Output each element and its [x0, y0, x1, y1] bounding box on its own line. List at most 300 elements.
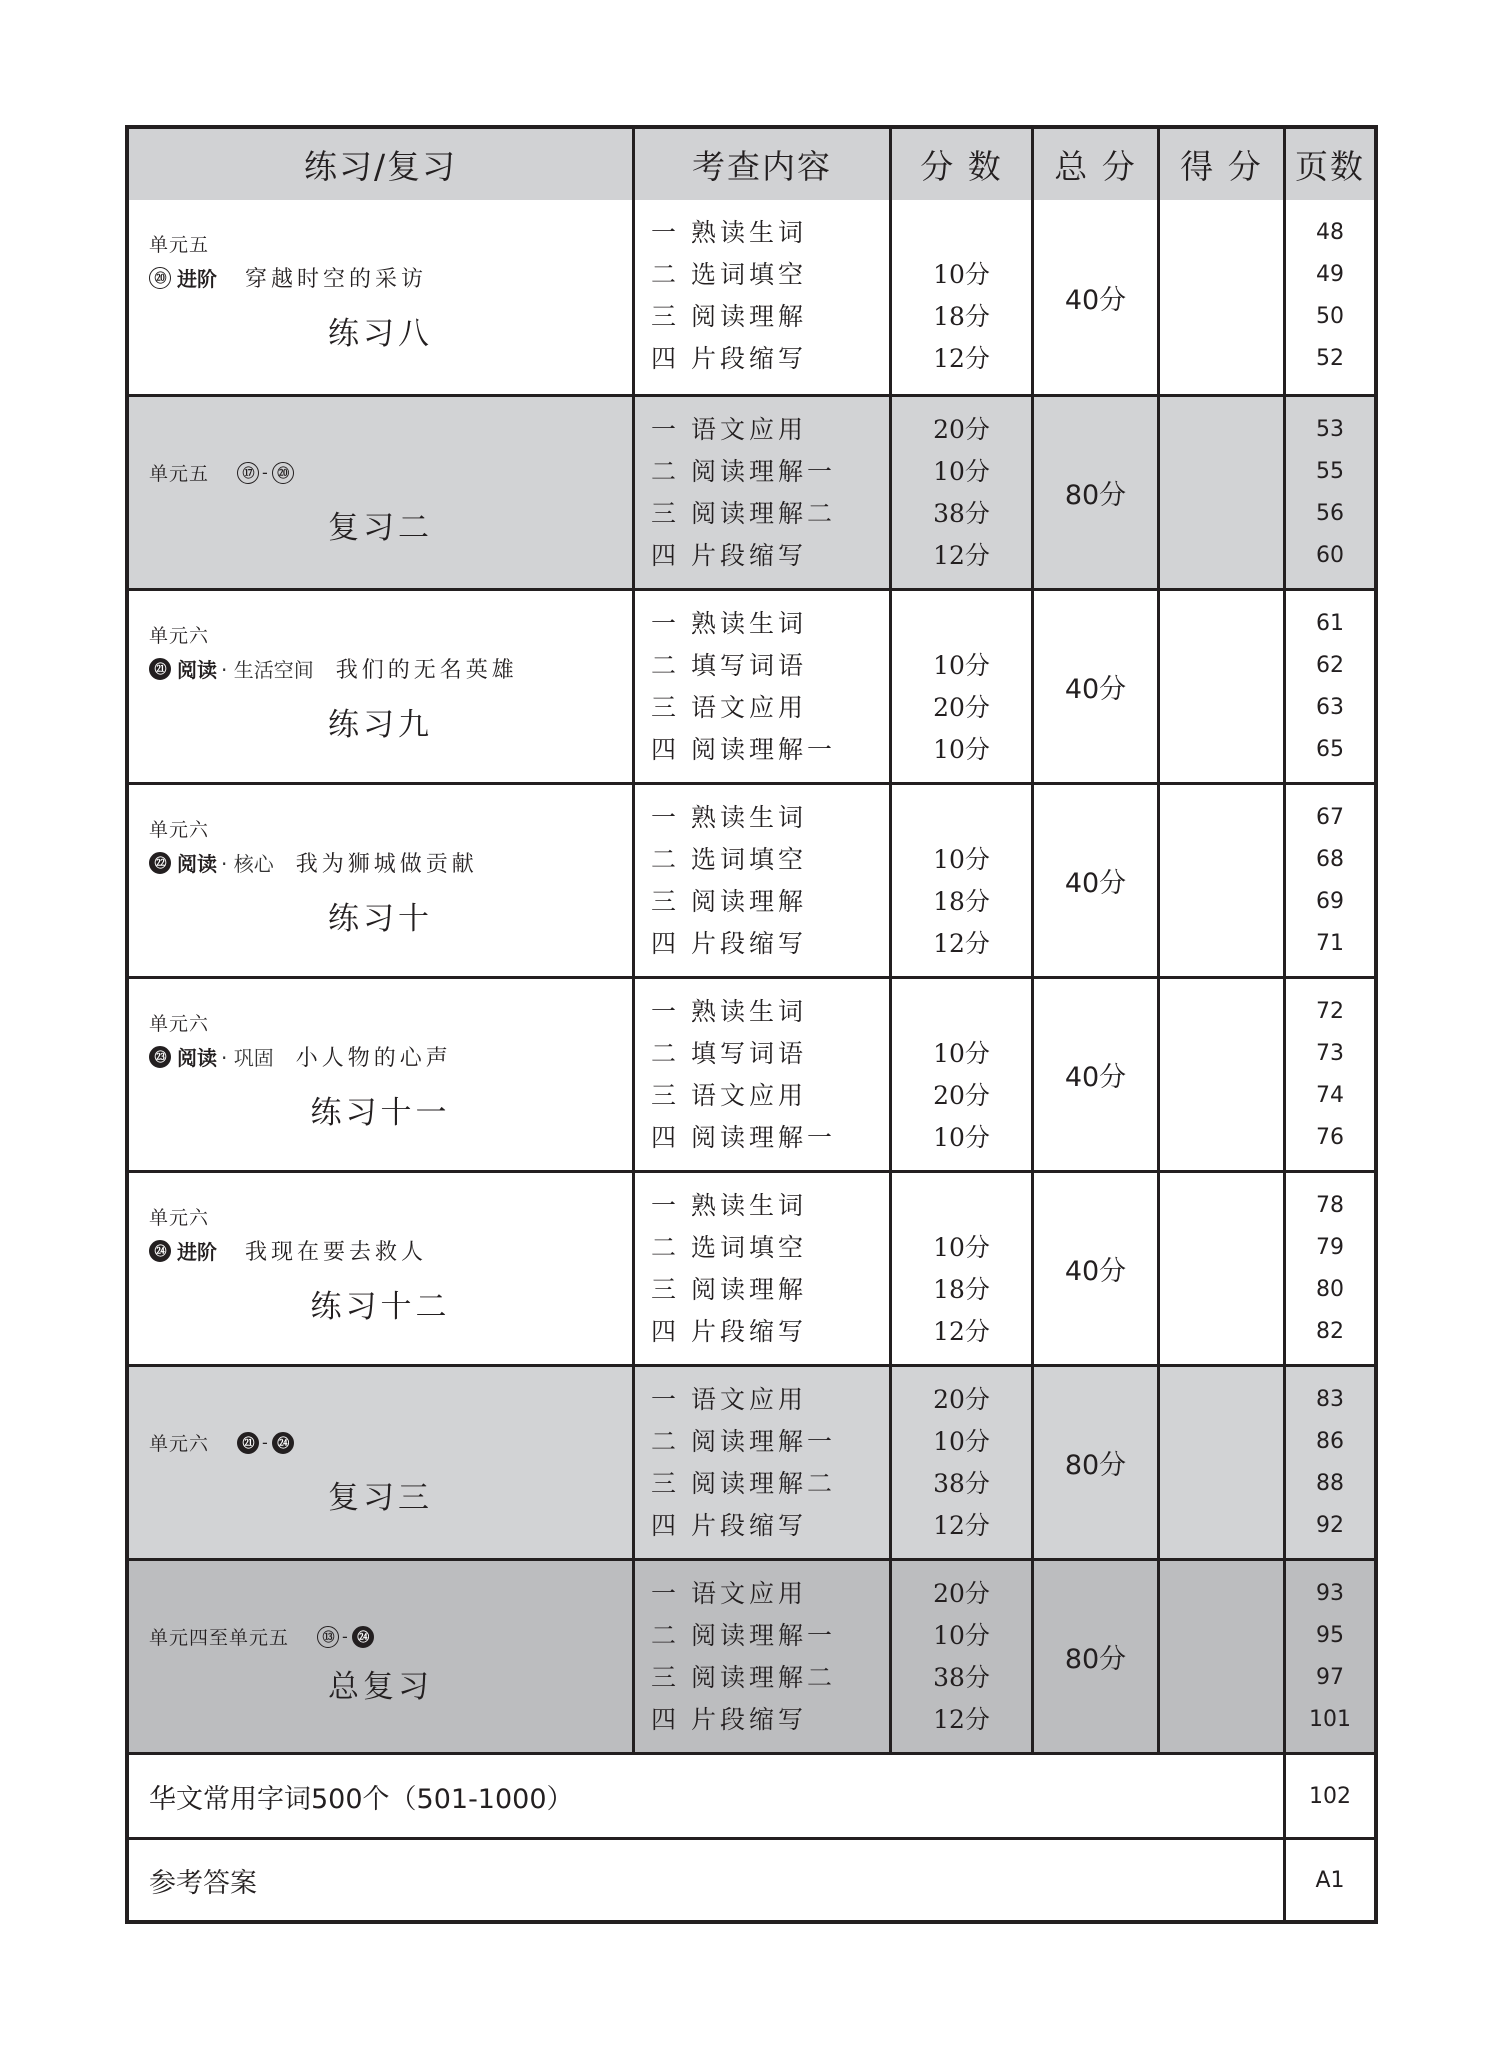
content-item — [651, 839, 807, 881]
page-number[interactable]: 86 — [1316, 1429, 1344, 1454]
page-number[interactable]: 72 — [1316, 999, 1344, 1024]
content-item-text: 熟读生词 — [691, 218, 808, 247]
content-item-number: 三 — [651, 302, 681, 331]
content-list — [651, 212, 807, 380]
content-item-text: 语文应用 — [691, 1081, 808, 1110]
content-item-number: 三 — [651, 1663, 681, 1692]
total-cell — [1031, 1367, 1157, 1558]
range-start-badge: ⑬ — [317, 1626, 339, 1648]
content-item-number: 一 — [651, 609, 681, 638]
total-cell — [1031, 1173, 1157, 1364]
exercise-cell — [129, 979, 632, 1170]
exercise-cell — [129, 397, 632, 588]
content-item-number: 四 — [651, 929, 681, 958]
content-item-text: 片段缩写 — [691, 1317, 808, 1346]
score-cell — [889, 1173, 1031, 1364]
pages-cell — [1283, 785, 1374, 976]
exercise-cell — [129, 1561, 632, 1752]
lesson-title: 我现在要去救人 — [245, 1240, 428, 1265]
content-item — [651, 1463, 836, 1505]
content-item-text: 片段缩写 — [691, 541, 808, 570]
unit-label: 单元六 — [149, 1013, 210, 1035]
footer-vocab-label[interactable]: 华文常用字词500个（501-1000） — [149, 1783, 574, 1815]
range-dash: - — [342, 1627, 349, 1646]
content-item — [651, 991, 836, 1033]
content-item — [651, 603, 836, 645]
content-item — [651, 923, 807, 965]
header-score: 分 数 — [889, 129, 1031, 200]
content-cell — [632, 979, 889, 1170]
page-list — [1286, 603, 1374, 771]
content-list — [651, 1573, 836, 1741]
lesson-tag: 进阶 — [177, 1240, 217, 1264]
page-number[interactable]: 73 — [1316, 1041, 1344, 1066]
content-item-number: 二 — [651, 1427, 681, 1456]
content-item-text: 语文应用 — [691, 693, 808, 722]
header-pages: 页数 — [1283, 129, 1374, 200]
lesson-range — [237, 1432, 294, 1454]
lesson-line — [149, 1235, 427, 1266]
unit-range-line — [149, 1429, 294, 1456]
footer-row-vocab[interactable] — [129, 1752, 1374, 1837]
content-item-number: 二 — [651, 845, 681, 874]
page-number[interactable]: 79 — [1316, 1235, 1344, 1260]
review-name[interactable]: 复习二 — [328, 510, 433, 546]
content-item-text: 填写词语 — [691, 651, 808, 680]
page-number[interactable]: 83 — [1316, 1387, 1344, 1412]
score-cell — [889, 1367, 1031, 1558]
lesson-number-badge: ㉒ — [149, 852, 171, 874]
score-value: 10分 — [933, 1427, 990, 1456]
content-item — [651, 1311, 807, 1353]
content-item-number: 四 — [651, 1317, 681, 1346]
range-start-badge: ㉑ — [237, 1432, 259, 1454]
content-item-text: 阅读理解二 — [691, 1663, 837, 1692]
table-row[interactable] — [129, 1364, 1374, 1558]
page-number[interactable]: 88 — [1316, 1471, 1344, 1496]
lesson-range — [317, 1626, 374, 1648]
total-score: 80分 — [1064, 1450, 1127, 1481]
unit-label: 单元四至单元五 — [149, 1627, 290, 1649]
footer-vocab-page: 102 — [1283, 1755, 1374, 1837]
score-value: 12分 — [933, 1705, 990, 1734]
content-item-number: 四 — [651, 735, 681, 764]
content-item — [651, 1117, 836, 1159]
content-list — [651, 1185, 807, 1353]
total-cell — [1031, 591, 1157, 782]
unit-label: 单元六 — [149, 625, 210, 647]
content-item-number: 三 — [651, 1469, 681, 1498]
content-item — [651, 881, 807, 923]
page-number[interactable]: 49 — [1316, 262, 1344, 287]
page-number[interactable]: 92 — [1316, 1513, 1344, 1538]
score-value: 20分 — [933, 415, 990, 444]
score-value: 38分 — [933, 499, 990, 528]
total-score: 40分 — [1064, 868, 1127, 899]
score-list — [892, 797, 1031, 965]
page-number[interactable]: 69 — [1316, 889, 1344, 914]
content-item-number: 三 — [651, 1275, 681, 1304]
content-item-number: 一 — [651, 1385, 681, 1414]
score-value — [892, 797, 1031, 839]
content-item — [651, 1615, 836, 1657]
content-item-number: 四 — [651, 344, 681, 373]
score-value: 20分 — [933, 1385, 990, 1414]
content-item-number: 二 — [651, 651, 681, 680]
score-value: 10分 — [933, 735, 990, 764]
range-end-badge: ㉔ — [352, 1626, 374, 1648]
content-item-number: 三 — [651, 1081, 681, 1110]
page-number[interactable]: 50 — [1316, 304, 1344, 329]
table-row[interactable] — [129, 588, 1374, 782]
content-cell — [632, 591, 889, 782]
total-score: 40分 — [1064, 674, 1127, 705]
content-list — [651, 797, 807, 965]
unit-label: 单元六 — [149, 1433, 210, 1455]
content-item-number: 四 — [651, 1511, 681, 1540]
earned-score-cell[interactable] — [1157, 200, 1283, 394]
exercise-name[interactable]: 练习十一 — [310, 1095, 451, 1131]
lesson-line — [149, 653, 518, 684]
lesson-number-badge: ㉔ — [149, 1240, 171, 1262]
content-item-text: 语文应用 — [691, 1579, 808, 1608]
score-value — [892, 991, 1031, 1033]
page-number[interactable]: 82 — [1316, 1319, 1344, 1344]
exercise-cell — [129, 591, 632, 782]
page-list — [1286, 1379, 1374, 1547]
content-item-text: 阅读理解二 — [691, 499, 837, 528]
content-item — [651, 797, 807, 839]
lesson-number-badge: ⑳ — [149, 267, 171, 289]
unit-label: 单元六 — [149, 819, 210, 841]
lesson-number-badge: ㉑ — [149, 658, 171, 680]
content-item — [651, 493, 836, 535]
page-number[interactable]: 52 — [1316, 346, 1344, 371]
page-number[interactable]: 95 — [1316, 1623, 1344, 1648]
content-item-text: 选词填空 — [691, 260, 808, 289]
page-number[interactable]: 48 — [1316, 220, 1344, 245]
pages-cell — [1283, 591, 1374, 782]
lesson-tag: 进阶 — [177, 267, 217, 291]
score-value: 20分 — [933, 1081, 990, 1110]
exercise-cell — [129, 1367, 632, 1558]
unit-range-line — [149, 459, 294, 486]
review-name[interactable]: 总复习 — [328, 1669, 433, 1705]
score-cell — [889, 397, 1031, 588]
content-cell — [632, 1561, 889, 1752]
lesson-line — [149, 262, 427, 293]
page-number[interactable]: 61 — [1316, 611, 1344, 636]
exercise-name[interactable]: 练习十 — [328, 901, 433, 937]
content-item — [651, 1573, 836, 1615]
unit-label: 单元五 — [149, 234, 210, 256]
pages-cell — [1283, 1173, 1374, 1364]
header-exercise: 练习/复习 — [303, 147, 458, 186]
score-value: 38分 — [933, 1663, 990, 1692]
content-item — [651, 1657, 836, 1699]
score-cell — [889, 979, 1031, 1170]
content-item — [651, 212, 807, 254]
score-cell — [889, 785, 1031, 976]
lesson-number-badge: ㉓ — [149, 1046, 171, 1068]
score-value: 10分 — [933, 1621, 990, 1650]
page-number[interactable]: 101 — [1309, 1707, 1351, 1732]
unit-range-line — [149, 1623, 374, 1650]
exercise-cell — [129, 1173, 632, 1364]
content-item-number: 四 — [651, 1705, 681, 1734]
table-header — [129, 129, 1374, 200]
content-item-number: 三 — [651, 887, 681, 916]
lesson-subcategory: · 巩固 — [221, 1046, 274, 1070]
review-name[interactable]: 复习三 — [328, 1480, 433, 1516]
page-number[interactable]: 93 — [1316, 1581, 1344, 1606]
table-row[interactable] — [129, 976, 1374, 1170]
lesson-tag: 阅读 — [177, 1046, 217, 1070]
content-item-number: 一 — [651, 803, 681, 832]
score-value: 12分 — [933, 541, 990, 570]
lesson-line — [149, 1041, 452, 1072]
content-item-text: 片段缩写 — [691, 344, 808, 373]
content-item-text: 阅读理解 — [691, 887, 808, 916]
header-content: 考查内容 — [632, 129, 889, 200]
content-item-number: 四 — [651, 1123, 681, 1152]
score-value: 10分 — [933, 845, 990, 874]
content-item-text: 片段缩写 — [691, 1511, 808, 1540]
score-value: 18分 — [933, 1275, 990, 1304]
total-cell — [1031, 979, 1157, 1170]
total-score: 40分 — [1064, 1256, 1127, 1287]
content-item-number: 一 — [651, 997, 681, 1026]
page-number[interactable]: 63 — [1316, 695, 1344, 720]
content-item — [651, 254, 807, 296]
content-item-text: 阅读理解二 — [691, 1469, 837, 1498]
page-number[interactable]: 97 — [1316, 1665, 1344, 1690]
content-item-text: 熟读生词 — [691, 803, 808, 832]
score-value: 38分 — [933, 1469, 990, 1498]
lesson-line — [149, 847, 478, 878]
content-list — [651, 991, 836, 1159]
exercise-cell — [129, 785, 632, 976]
content-item-text: 阅读理解一 — [691, 735, 837, 764]
content-item-number: 二 — [651, 1621, 681, 1650]
content-item-number: 三 — [651, 693, 681, 722]
header-total: 总 分 — [1031, 129, 1157, 200]
page-list — [1286, 991, 1374, 1159]
content-item-text: 阅读理解 — [691, 1275, 808, 1304]
score-value: 10分 — [933, 1233, 990, 1262]
content-cell — [632, 200, 889, 394]
lesson-tag: 阅读 — [177, 852, 217, 876]
content-item-text: 语文应用 — [691, 1385, 808, 1414]
table-of-contents — [125, 125, 1378, 1924]
score-value — [892, 603, 1031, 645]
lesson-title: 小人物的心声 — [295, 1046, 452, 1071]
content-item-number: 一 — [651, 1191, 681, 1220]
score-value: 18分 — [933, 302, 990, 331]
lesson-subcategory: · 生活空间 — [221, 658, 314, 682]
content-item — [651, 1075, 836, 1117]
page-list — [1286, 409, 1374, 577]
content-item-number: 二 — [651, 457, 681, 486]
content-item — [651, 338, 807, 380]
table-row[interactable] — [129, 1558, 1374, 1752]
content-item — [651, 1421, 836, 1463]
total-score: 80分 — [1064, 1644, 1127, 1675]
score-value: 10分 — [933, 1123, 990, 1152]
content-item — [651, 296, 807, 338]
content-item — [651, 729, 836, 771]
content-cell — [632, 1173, 889, 1364]
content-item-text: 熟读生词 — [691, 609, 808, 638]
content-cell — [632, 1367, 889, 1558]
total-score: 80分 — [1064, 480, 1127, 511]
page-list — [1286, 797, 1374, 965]
lesson-title: 穿越时空的采访 — [245, 267, 428, 292]
score-value: 10分 — [933, 1039, 990, 1068]
content-item — [651, 451, 836, 493]
score-value: 12分 — [933, 929, 990, 958]
lesson-tag: 阅读 — [177, 658, 217, 682]
range-dash: - — [262, 463, 269, 482]
pages-cell — [1283, 1561, 1374, 1752]
content-item-text: 阅读理解一 — [691, 1427, 837, 1456]
score-list — [892, 212, 1031, 380]
page-number[interactable]: 55 — [1316, 459, 1344, 484]
content-item — [651, 1227, 807, 1269]
page-number[interactable]: 71 — [1316, 931, 1344, 956]
exercise-name[interactable]: 练习九 — [328, 707, 433, 743]
score-list — [892, 991, 1031, 1159]
earned-score-cell[interactable] — [1157, 1561, 1283, 1752]
page-number[interactable]: 60 — [1316, 543, 1344, 568]
table-row[interactable] — [129, 1170, 1374, 1364]
table-row[interactable] — [129, 394, 1374, 588]
content-item-text: 选词填空 — [691, 1233, 808, 1262]
total-score: 40分 — [1064, 1062, 1127, 1093]
content-list — [651, 1379, 836, 1547]
content-item-text: 阅读理解一 — [691, 1621, 837, 1650]
page-number[interactable]: 62 — [1316, 653, 1344, 678]
score-value: 20分 — [933, 693, 990, 722]
content-item — [651, 1185, 807, 1227]
footer-answers-label[interactable]: 参考答案 — [149, 1867, 257, 1899]
content-item-text: 语文应用 — [691, 415, 808, 444]
content-item-number: 二 — [651, 260, 681, 289]
score-list — [892, 603, 1031, 771]
score-list — [892, 1573, 1031, 1741]
content-item — [651, 1505, 836, 1547]
score-value: 12分 — [933, 344, 990, 373]
footer-row-answers[interactable] — [129, 1837, 1374, 1920]
earned-score-cell[interactable] — [1157, 591, 1283, 782]
range-start-badge: ⑰ — [237, 462, 259, 484]
total-score: 40分 — [1064, 284, 1127, 316]
page-list — [1286, 212, 1374, 380]
page-list — [1286, 1573, 1374, 1741]
score-list — [892, 1379, 1031, 1547]
content-item — [651, 645, 836, 687]
earned-score-cell[interactable] — [1157, 785, 1283, 976]
page-number[interactable]: 68 — [1316, 847, 1344, 872]
content-item-number: 一 — [651, 218, 681, 247]
pages-cell — [1283, 1367, 1374, 1558]
content-item — [651, 535, 836, 577]
content-list — [651, 409, 836, 577]
lesson-title: 我为狮城做贡献 — [295, 852, 478, 877]
lesson-subcategory: · 核心 — [221, 852, 274, 876]
content-item-text: 片段缩写 — [691, 929, 808, 958]
range-end-badge: ⑳ — [272, 462, 294, 484]
content-item-text: 片段缩写 — [691, 1705, 808, 1734]
exercise-name[interactable]: 练习十二 — [310, 1289, 451, 1325]
score-value: 10分 — [933, 651, 990, 680]
earned-score-cell[interactable] — [1157, 397, 1283, 588]
content-item-text: 阅读理解一 — [691, 457, 837, 486]
earned-score-cell[interactable] — [1157, 1367, 1283, 1558]
content-item-number: 三 — [651, 499, 681, 528]
lesson-range — [237, 462, 294, 484]
page-number[interactable]: 74 — [1316, 1083, 1344, 1108]
content-item-text: 选词填空 — [691, 845, 808, 874]
exercise-cell — [129, 200, 632, 394]
range-dash: - — [262, 1433, 269, 1452]
content-item-number: 四 — [651, 541, 681, 570]
score-value: 20分 — [933, 1579, 990, 1608]
earned-score-cell[interactable] — [1157, 1173, 1283, 1364]
score-cell — [889, 591, 1031, 782]
pages-cell — [1283, 397, 1374, 588]
content-item-text: 阅读理解 — [691, 302, 808, 331]
table-row[interactable] — [129, 200, 1374, 394]
page-number[interactable]: 65 — [1316, 737, 1344, 762]
total-cell — [1031, 200, 1157, 394]
table-row[interactable] — [129, 782, 1374, 976]
content-item-number: 一 — [651, 415, 681, 444]
score-value: 12分 — [933, 1511, 990, 1540]
page-number[interactable]: 76 — [1316, 1125, 1344, 1150]
total-cell — [1031, 397, 1157, 588]
page-number[interactable]: 53 — [1316, 417, 1344, 442]
unit-label: 单元五 — [149, 463, 210, 485]
content-list — [651, 603, 836, 771]
range-end-badge: ㉔ — [272, 1432, 294, 1454]
content-item-text: 阅读理解一 — [691, 1123, 837, 1152]
score-value: 10分 — [933, 457, 990, 486]
footer-answers-page: A1 — [1283, 1840, 1374, 1920]
score-value — [892, 1185, 1031, 1227]
content-item-number: 二 — [651, 1233, 681, 1262]
content-cell — [632, 785, 889, 976]
exercise-name[interactable]: 练习八 — [328, 316, 433, 352]
content-cell — [632, 397, 889, 588]
earned-score-cell[interactable] — [1157, 979, 1283, 1170]
pages-cell — [1283, 200, 1374, 394]
total-cell — [1031, 1561, 1157, 1752]
lesson-title: 我们的无名英雄 — [335, 658, 518, 683]
score-list — [892, 1185, 1031, 1353]
score-value: 18分 — [933, 887, 990, 916]
content-item-text: 填写词语 — [691, 1039, 808, 1068]
content-item — [651, 1269, 807, 1311]
page-number[interactable]: 78 — [1316, 1193, 1344, 1218]
header-earned: 得 分 — [1157, 129, 1283, 200]
page-number[interactable]: 80 — [1316, 1277, 1344, 1302]
content-item-number: 一 — [651, 1579, 681, 1608]
content-item — [651, 1379, 836, 1421]
content-item — [651, 409, 836, 451]
page-number[interactable]: 56 — [1316, 501, 1344, 526]
page-number[interactable]: 67 — [1316, 805, 1344, 830]
